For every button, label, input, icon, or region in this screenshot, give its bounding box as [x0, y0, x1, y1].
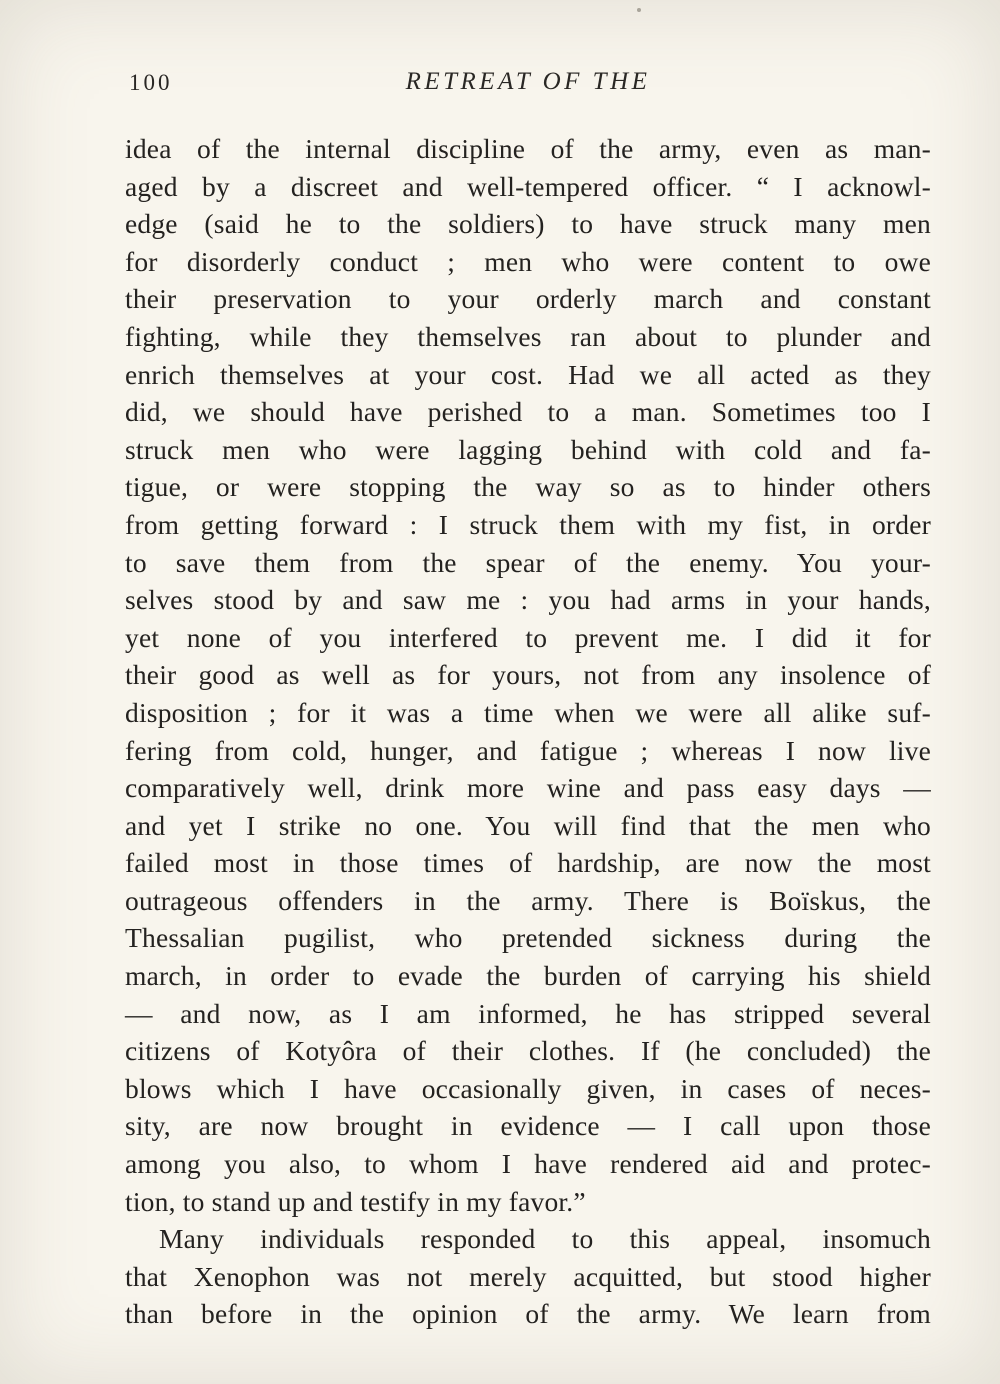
page-number: 100	[129, 70, 173, 95]
text-line: aged by a discreet and well-tempered officer. “ I acknowl-	[125, 170, 931, 202]
text-line: — and now, as I am informed, he has stripped several	[125, 997, 931, 1029]
text-line: Many individuals responded to this appeal, insomuch	[159, 1223, 931, 1255]
text-line: that Xenophon was not merely acquitted, but stood higher	[125, 1260, 931, 1292]
text-line: for disorderly conduct ; men who were content to owe	[125, 245, 931, 277]
text-line: their good as well as for yours, not from any insolence of	[125, 659, 931, 691]
text-line: struck men who were lagging behind with cold and fa-	[125, 433, 931, 465]
text-line: blows which I have occasionally given, in cases of neces-	[125, 1072, 931, 1104]
text-line: selves stood by and saw me : you had arms in your hands,	[125, 584, 931, 616]
text-line: comparatively well, drink more wine and pass easy days —	[125, 772, 931, 804]
text-line: march, in order to evade the burden of carrying his shield	[125, 960, 931, 992]
text-line: to save them from the spear of the enemy. You your-	[125, 546, 931, 578]
running-title: RETREAT OF THE	[405, 68, 651, 95]
text-line: than before in the opinion of the army. We learn from	[125, 1298, 931, 1330]
text-line: and yet I strike no one. You will find that the men who	[125, 809, 931, 841]
scan-artifact-dot	[637, 8, 641, 12]
text-line: Thessalian pugilist, who pretended sickness during the	[125, 922, 931, 954]
text-line: their preservation to your orderly march and constant	[125, 283, 931, 315]
text-line: sity, are now brought in evidence — I call upon those	[125, 1110, 931, 1142]
text-line: did, we should have perished to a man. Sometimes too I	[125, 396, 931, 428]
text-line: edge (said he to the soldiers) to have struck many men	[125, 208, 931, 240]
text-line: outrageous offenders in the army. There is Boïskus, the	[125, 884, 931, 916]
text-line: tigue, or were stopping the way so as to hinder others	[125, 471, 931, 503]
text-line: tion, to stand up and testify in my favor.”	[125, 1185, 586, 1217]
text-line: yet none of you interfered to prevent me. I did it for	[125, 621, 931, 653]
text-line: among you also, to whom I have rendered aid and protec-	[125, 1148, 931, 1180]
page-header	[125, 68, 931, 104]
text-line: from getting forward : I struck them with my fist, in order	[125, 508, 931, 540]
body-text	[125, 130, 931, 1333]
text-line: enrich themselves at your cost. Had we all acted as they	[125, 358, 931, 390]
text-line: idea of the internal discipline of the army, even as man-	[125, 133, 931, 164]
text-line: fighting, while they themselves ran about to plunder and	[125, 320, 931, 352]
text-line: fering from cold, hunger, and fatigue ; whereas I now live	[125, 734, 931, 766]
text-line: disposition ; for it was a time when we were all alike suf-	[125, 696, 931, 728]
text-line: failed most in those times of hardship, are now the most	[125, 847, 931, 879]
text-line: citizens of Kotyôra of their clothes. If (he concluded) the	[125, 1035, 931, 1067]
